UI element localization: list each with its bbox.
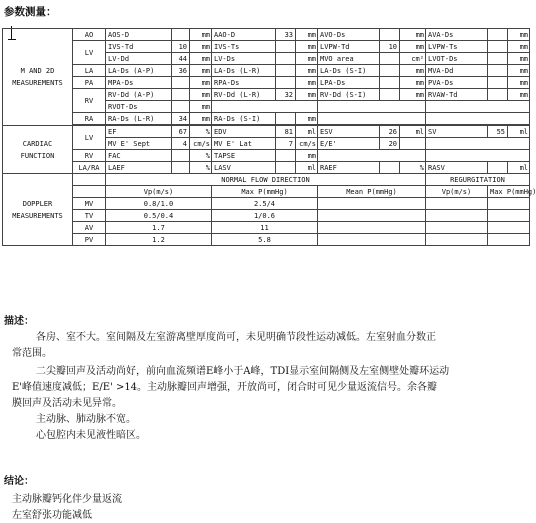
table-row bbox=[3, 222, 530, 234]
cell-value bbox=[426, 198, 488, 210]
measurement-table bbox=[2, 28, 536, 246]
param-value bbox=[488, 89, 508, 101]
param-value bbox=[276, 53, 296, 65]
param-label: MV E' Lat bbox=[212, 138, 276, 150]
table-row bbox=[3, 162, 530, 174]
table-row bbox=[3, 113, 530, 125]
section-cardiac: CARDIAC FUNCTION bbox=[3, 126, 73, 174]
param-label: IVS-Td bbox=[106, 41, 172, 53]
param-unit: mm bbox=[296, 41, 318, 53]
param-unit: mm bbox=[296, 65, 318, 77]
param-unit: mm bbox=[296, 150, 318, 162]
cell-value bbox=[318, 234, 426, 246]
valve-label: MV bbox=[73, 198, 106, 210]
param-value bbox=[488, 162, 508, 174]
param-label: RA-Ds (L-R) bbox=[106, 113, 172, 125]
section-m2d: M AND 2D MEASUREMENTS bbox=[3, 29, 73, 126]
cell-value: 1.7 bbox=[106, 222, 212, 234]
param-value: 36 bbox=[172, 65, 190, 77]
params-title: 参数测量： bbox=[4, 6, 57, 18]
table-row bbox=[3, 89, 530, 101]
param-value bbox=[488, 41, 508, 53]
param-value bbox=[380, 162, 400, 174]
param-label: EF bbox=[106, 126, 172, 138]
param-value bbox=[276, 113, 296, 125]
param-unit: ml bbox=[296, 126, 318, 138]
cell-value bbox=[318, 210, 426, 222]
param-label: RV-Dd (L-R) bbox=[212, 89, 276, 101]
organ-label: LV bbox=[73, 126, 106, 150]
param-label: MVO area bbox=[318, 53, 380, 65]
param-label: LAEF bbox=[106, 162, 172, 174]
cell-value bbox=[426, 234, 488, 246]
param-unit: mm bbox=[296, 53, 318, 65]
table-row bbox=[3, 234, 530, 246]
param-label: RV-Dd (S-I) bbox=[318, 89, 380, 101]
col-header: Vp(m/s) bbox=[106, 186, 212, 198]
cell-value: 1/0.6 bbox=[212, 210, 318, 222]
col-header: Vp(m/s) bbox=[426, 186, 488, 198]
param-unit: mm bbox=[400, 89, 426, 101]
param-label: MV E' Sept bbox=[106, 138, 172, 150]
table-row bbox=[3, 210, 530, 222]
param-unit: ml bbox=[508, 126, 530, 138]
param-unit: mm bbox=[400, 29, 426, 41]
param-label: E/E' bbox=[318, 138, 380, 150]
param-value bbox=[172, 29, 190, 41]
normal-flow-header: NORMAL FLOW DIRECTION bbox=[106, 174, 426, 186]
param-label: FAC bbox=[106, 150, 172, 162]
param-label: IVS-Ts bbox=[212, 41, 276, 53]
param-unit: mm bbox=[190, 77, 212, 89]
param-unit: mm bbox=[190, 101, 212, 113]
cell-value bbox=[318, 198, 426, 210]
description-heading: 描述： bbox=[4, 316, 34, 327]
description-line: 常范围。 bbox=[12, 348, 52, 359]
param-label: LA-Ds (A-P) bbox=[106, 65, 172, 77]
param-value: 81 bbox=[276, 126, 296, 138]
param-label: EDV bbox=[212, 126, 276, 138]
param-label: AOS-D bbox=[106, 29, 172, 41]
organ-label: LA bbox=[73, 65, 106, 77]
param-label: PVA-Ds bbox=[426, 77, 488, 89]
valve-label: PV bbox=[73, 234, 106, 246]
table-row bbox=[3, 174, 530, 186]
param-label: TAPSE bbox=[212, 150, 276, 162]
param-unit: mm bbox=[296, 29, 318, 41]
param-value bbox=[380, 29, 400, 41]
param-label: LVPW-Td bbox=[318, 41, 380, 53]
param-unit: ml bbox=[400, 126, 426, 138]
organ-label: AO bbox=[73, 29, 106, 41]
param-value bbox=[380, 65, 400, 77]
description-line: 二尖瓣回声及活动尚好，前向血流频谱E峰小于A峰，TDI显示室间隔侧及左室侧壁处瓣环运动 bbox=[36, 366, 450, 377]
param-unit: % bbox=[190, 150, 212, 162]
organ-label: RV bbox=[73, 150, 106, 162]
param-unit: % bbox=[400, 162, 426, 174]
param-unit: mm bbox=[400, 77, 426, 89]
param-value: 33 bbox=[276, 29, 296, 41]
param-value: 20 bbox=[380, 138, 400, 150]
param-value bbox=[488, 53, 508, 65]
organ-label: RA bbox=[73, 113, 106, 125]
col-header: Max P(mmHg) bbox=[212, 186, 318, 198]
param-label: AAO-D bbox=[212, 29, 276, 41]
description-line: 膜回声及活动未见异常。 bbox=[12, 398, 122, 409]
cell-value bbox=[318, 222, 426, 234]
param-value bbox=[380, 89, 400, 101]
param-unit: mm bbox=[508, 65, 530, 77]
cell-value bbox=[488, 222, 530, 234]
table-row bbox=[3, 41, 530, 53]
param-unit: mm bbox=[508, 77, 530, 89]
description-line: 心包腔内未见液性暗区。 bbox=[36, 430, 146, 441]
organ-label: LV bbox=[73, 41, 106, 65]
conclusion-heading: 结论： bbox=[4, 476, 34, 487]
table-row bbox=[3, 198, 530, 210]
param-value bbox=[276, 65, 296, 77]
param-unit: mm bbox=[508, 41, 530, 53]
param-unit: mm bbox=[400, 41, 426, 53]
param-value bbox=[172, 89, 190, 101]
param-value: 67 bbox=[172, 126, 190, 138]
param-unit: mm bbox=[296, 89, 318, 101]
param-value: 32 bbox=[276, 89, 296, 101]
param-label: LA-Ds (L-R) bbox=[212, 65, 276, 77]
table-row bbox=[3, 65, 530, 77]
param-label: MVA-Dd bbox=[426, 65, 488, 77]
param-unit: mm bbox=[190, 29, 212, 41]
param-value bbox=[380, 77, 400, 89]
param-unit: cm/s bbox=[190, 138, 212, 150]
table-row bbox=[3, 126, 530, 138]
param-value bbox=[276, 162, 296, 174]
param-unit: cm² bbox=[400, 53, 426, 65]
param-label: LVOT-Ds bbox=[426, 53, 488, 65]
param-unit: mm bbox=[400, 65, 426, 77]
description-line: 各房、室不大。室间隔及左室游离壁厚度尚可，未见明确节段性运动减低。左室射血分数正 bbox=[36, 332, 436, 343]
cell-value bbox=[426, 222, 488, 234]
conclusion-line: 左室舒张功能减低 bbox=[12, 510, 92, 521]
param-label: RVOT-Ds bbox=[106, 101, 172, 113]
param-value: 55 bbox=[488, 126, 508, 138]
param-value: 10 bbox=[172, 41, 190, 53]
description-line: 主动脉、肺动脉不宽。 bbox=[36, 414, 136, 425]
param-label: SV bbox=[426, 126, 488, 138]
param-label: LA-Ds (S-I) bbox=[318, 65, 380, 77]
param-label: RPA-Ds bbox=[212, 77, 276, 89]
section-doppler: DOPPLER MEASUREMENTS bbox=[3, 174, 73, 246]
cell-value: 0.5/0.4 bbox=[106, 210, 212, 222]
param-label: LVPW-Ts bbox=[426, 41, 488, 53]
param-value: 10 bbox=[380, 41, 400, 53]
param-unit: mm bbox=[190, 53, 212, 65]
param-label: MPA-Ds bbox=[106, 77, 172, 89]
param-unit: mm bbox=[296, 77, 318, 89]
organ-label: RV bbox=[73, 89, 106, 113]
param-value bbox=[172, 162, 190, 174]
cell-value: 2.5/4 bbox=[212, 198, 318, 210]
param-value: 7 bbox=[276, 138, 296, 150]
param-label: RA-Ds (S-I) bbox=[212, 113, 276, 125]
param-value bbox=[488, 77, 508, 89]
param-unit: cm/s bbox=[296, 138, 318, 150]
param-value bbox=[276, 77, 296, 89]
param-label: RV-Dd (A-P) bbox=[106, 89, 172, 101]
table-row bbox=[3, 150, 530, 162]
param-unit: % bbox=[190, 162, 212, 174]
param-unit: mm bbox=[508, 53, 530, 65]
cell-value: 1.2 bbox=[106, 234, 212, 246]
cell-value bbox=[488, 198, 530, 210]
param-unit: % bbox=[190, 126, 212, 138]
param-label: RVAW-Td bbox=[426, 89, 488, 101]
cell-value: 5.8 bbox=[212, 234, 318, 246]
organ-label: PA bbox=[73, 77, 106, 89]
param-label: RAEF bbox=[318, 162, 380, 174]
table-row bbox=[3, 29, 530, 41]
cell-value bbox=[426, 210, 488, 222]
cell-value bbox=[488, 210, 530, 222]
param-value bbox=[380, 53, 400, 65]
param-value: 26 bbox=[380, 126, 400, 138]
param-unit: mm bbox=[296, 113, 318, 125]
conclusion-line: 主动脉瓣钙化伴少量返流 bbox=[12, 494, 122, 505]
param-value bbox=[172, 101, 190, 113]
col-header: Mean P(mmHg) bbox=[318, 186, 426, 198]
cell-value: 11 bbox=[212, 222, 318, 234]
cell-value: 0.8/1.0 bbox=[106, 198, 212, 210]
regurgitation-header: REGURGITATION bbox=[426, 174, 530, 186]
param-unit: ml bbox=[508, 162, 530, 174]
param-label: LV-Dd bbox=[106, 53, 172, 65]
param-value bbox=[488, 29, 508, 41]
param-value bbox=[488, 65, 508, 77]
param-label: LASV bbox=[212, 162, 276, 174]
param-unit: mm bbox=[190, 113, 212, 125]
param-value bbox=[172, 150, 190, 162]
param-unit: ml bbox=[296, 162, 318, 174]
param-value bbox=[172, 77, 190, 89]
param-unit: mm bbox=[190, 41, 212, 53]
param-value: 4 bbox=[172, 138, 190, 150]
col-header: Max P(mmHg) bbox=[488, 186, 530, 198]
param-unit: mm bbox=[508, 29, 530, 41]
param-value bbox=[276, 150, 296, 162]
param-unit: mm bbox=[190, 65, 212, 77]
param-label: LV-Ds bbox=[212, 53, 276, 65]
param-label: AVO-Ds bbox=[318, 29, 380, 41]
organ-label: LA/RA bbox=[73, 162, 106, 174]
param-label: ESV bbox=[318, 126, 380, 138]
param-unit: mm bbox=[508, 89, 530, 101]
param-value: 44 bbox=[172, 53, 190, 65]
description-line: E'峰值速度减低；E/E' >14。主动脉瓣回声增强，开放尚可，闭合时可见少量返流信号。余各瓣 bbox=[12, 382, 438, 393]
param-value: 34 bbox=[172, 113, 190, 125]
param-label: RASV bbox=[426, 162, 488, 174]
table-row bbox=[3, 186, 530, 198]
param-label: AVA-Ds bbox=[426, 29, 488, 41]
cell-value bbox=[488, 234, 530, 246]
param-label: LPA-Ds bbox=[318, 77, 380, 89]
table-row bbox=[3, 77, 530, 89]
param-unit: mm bbox=[190, 89, 212, 101]
valve-label: TV bbox=[73, 210, 106, 222]
valve-label: AV bbox=[73, 222, 106, 234]
param-value bbox=[276, 41, 296, 53]
